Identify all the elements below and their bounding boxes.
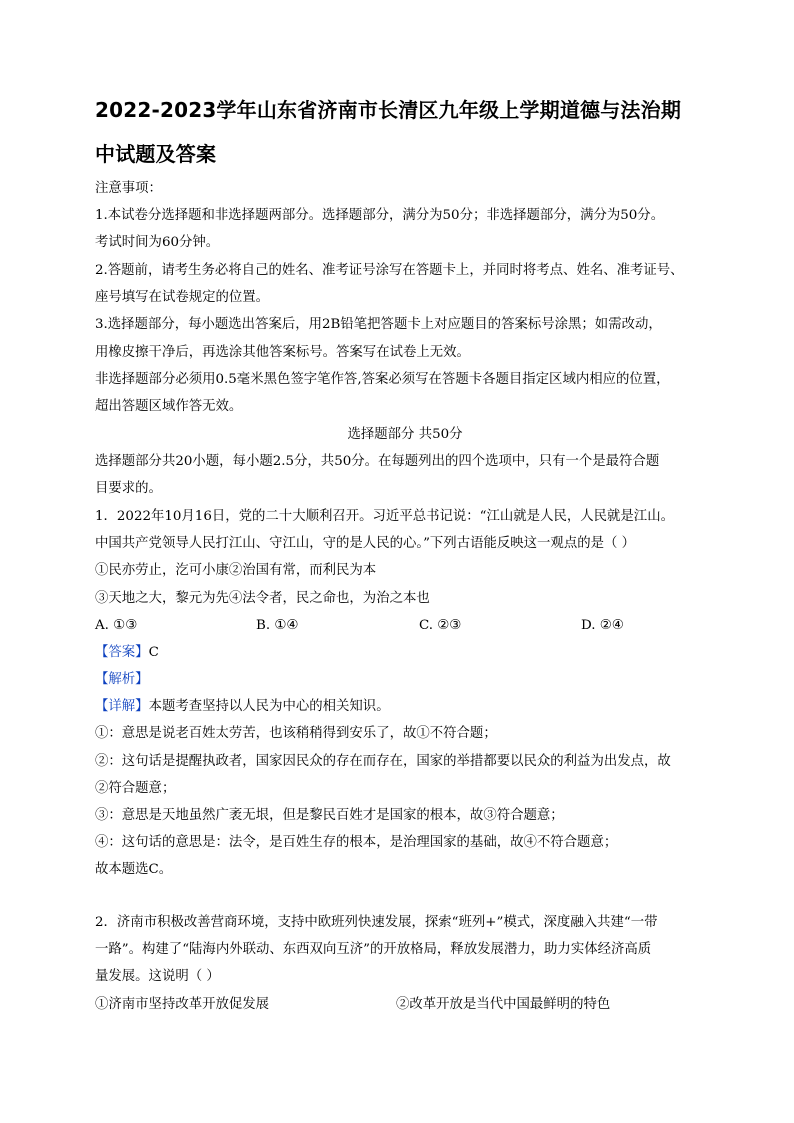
explanation-3: ③：意思是天地虽然广袤无垠，但是黎民百姓才是国家的根本，故③符合题意； bbox=[95, 808, 564, 823]
question-2-stem-c: 量发展。这说明（ ） bbox=[95, 969, 220, 984]
explanation-2b: ②符合题意； bbox=[95, 781, 176, 796]
notice-2a: 2.答题前，请考生务必将自己的姓名、准考证号涂写在答题卡上，并同时将考点、姓名、准考证号、 bbox=[95, 263, 684, 278]
answer-label: 【答案】 bbox=[95, 645, 149, 660]
conclusion: 故本题选C。 bbox=[95, 862, 173, 877]
notice-3b: 用橡皮擦干净后，再选涂其他答案标号。答案写在试卷上无效。 bbox=[95, 345, 470, 360]
answer-value: C bbox=[148, 645, 159, 660]
detail-label: 【详解】 bbox=[95, 699, 149, 714]
analysis-label: 【解析】 bbox=[95, 672, 149, 687]
detail-text: 本题考查坚持以人民为中心的相关知识。 bbox=[148, 699, 390, 714]
explanation-2a: ②：这句话是提醒执政者，国家因民众的存在而存在，国家的举措都要以民众的利益为出发点，故 bbox=[95, 754, 671, 769]
question-1-items-1: ①民亦劳止，汔可小康②治国有常，而利民为本 bbox=[95, 563, 377, 578]
notice-4b: 超出答题区域作答无效。 bbox=[95, 399, 243, 414]
notice-3a: 3.选择题部分，每小题选出答案后，用2B铅笔把答题卡上对应题目的答案标号涂黑；如需改动， bbox=[95, 317, 662, 332]
question-1-option-d: D. ②④ bbox=[581, 618, 624, 633]
title-line-2: 中试题及答案 bbox=[95, 142, 217, 166]
detail-line bbox=[95, 698, 715, 716]
question-2-stem-a: 2．济南市积极改善营商环境，支持中欧班列快速发展，探索“班列+”模式，深度融入共建“一带 bbox=[95, 915, 658, 930]
notice-4a: 非选择题部分必须用0.5毫米黑色签字笔作答,答案必须写在答题卡各题目指定区域内相应的位置， bbox=[95, 372, 670, 387]
question-2-stem-b: 一路”。构建了“陆海内外联动、东西双向互济”的开放格局，释放发展潜力，助力实体经济高质 bbox=[95, 942, 652, 957]
section-description-b: 目要求的。 bbox=[95, 481, 162, 496]
question-1-option-a: A. ①③ bbox=[95, 618, 138, 633]
section-title: 选择题部分 共50分 bbox=[347, 427, 463, 442]
answer-line bbox=[95, 644, 715, 662]
question-2-item-1: ①济南市坚持改革开放促发展 bbox=[95, 997, 270, 1012]
notice-1b: 考试时间为60分钟。 bbox=[95, 235, 220, 250]
section-description-a: 选择题部分共20小题，每小题2.5分，共50分。在每题列出的四个选项中，只有一个是最符合题 bbox=[95, 454, 660, 469]
explanation-4: ④：这句话的意思是：法令，是百姓生存的根本，是治理国家的基础，故④不符合题意； bbox=[95, 835, 618, 850]
notice-heading: 注意事项： bbox=[95, 181, 162, 196]
question-1-items-2: ③天地之大，黎元为先④法令者，民之命也，为治之本也 bbox=[95, 591, 430, 606]
question-2-item-2: ②改革开放是当代中国最鲜明的特色 bbox=[396, 997, 611, 1012]
question-1-stem-b: 中国共产党领导人民打江山、守江山，守的是人民的心。”下列古语能反映这一观点的是（ ） bbox=[95, 536, 636, 551]
explanation-1: ①：意思是说老百姓太劳苦，也该稍稍得到安乐了，故①不符合题； bbox=[95, 726, 497, 741]
notice-2b: 座号填写在试卷规定的位置。 bbox=[95, 290, 270, 305]
question-1-option-c: C. ②③ bbox=[419, 618, 462, 633]
analysis-line bbox=[95, 671, 715, 689]
title-line-1: 2022-2023学年山东省济南市长清区九年级上学期道德与法治期 bbox=[95, 98, 682, 122]
notice-1a: 1.本试卷分选择题和非选择题两部分。选择题部分，满分为50分；非选择题部分，满分为50分。 bbox=[95, 208, 665, 223]
question-1-option-b: B. ①④ bbox=[256, 618, 299, 633]
document-title bbox=[95, 88, 715, 176]
question-1-stem-a: 1．2022年10月16日，党的二十大顺利召开。习近平总书记说：“江山就是人民，人民就是江山。 bbox=[95, 509, 674, 524]
